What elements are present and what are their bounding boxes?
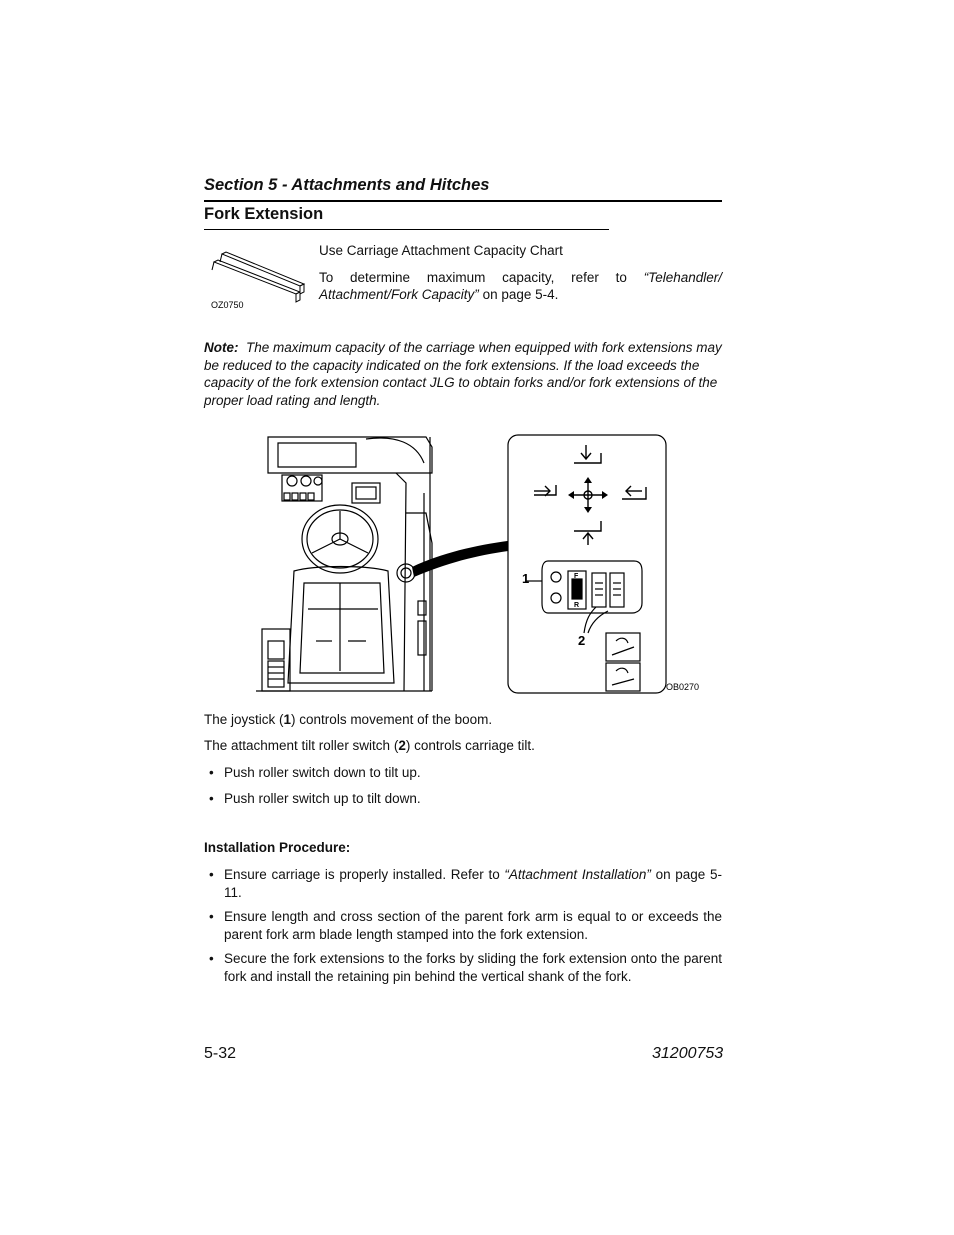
switch-letter-f: F bbox=[574, 573, 579, 580]
capacity-paragraph bbox=[319, 269, 722, 303]
capacity-reference-link[interactable]: “Telehandler/ Attachment/Fork Capacity” bbox=[319, 270, 722, 302]
switch-letter-r: R bbox=[574, 602, 580, 609]
note-text: The maximum capacity of the carriage when equipped with fork extensions may be reduced to the capacity indicated on the fork extensions. If the load exceeds the capacity of the fork extension contact JLG to obtain forks and/or fork extensions of the proper load rating and length. bbox=[204, 340, 722, 408]
fork-figure-code: OZ0750 bbox=[211, 300, 244, 310]
capacity-text-prefix: To determine maximum capacity, refer to bbox=[319, 270, 644, 285]
joystick-text-prefix: The joystick ( bbox=[204, 712, 284, 727]
callout-1: 1 bbox=[522, 571, 530, 586]
tilt-instructions-list bbox=[204, 764, 722, 807]
section-title: Section 5 - Attachments and Hitches bbox=[204, 176, 490, 194]
subsection-title: Fork Extension bbox=[204, 205, 324, 223]
capacity-chart-heading: Use Carriage Attachment Capacity Chart bbox=[319, 243, 563, 258]
tilt-text-prefix: The attachment tilt roller switch ( bbox=[204, 738, 399, 753]
joystick-callout-number: 1 bbox=[283, 712, 292, 727]
installation-heading: Installation Procedure: bbox=[204, 840, 351, 855]
note-block bbox=[204, 339, 722, 409]
tilt-switch-description bbox=[204, 737, 535, 754]
page-number: 5-32 bbox=[204, 1045, 237, 1062]
list-item: • Push roller switch up to tilt down. bbox=[204, 790, 722, 808]
tilt-text-suffix: ) controls carriage tilt. bbox=[405, 738, 535, 753]
document-number: 31200753 bbox=[652, 1045, 724, 1062]
note-label: Note: bbox=[204, 340, 239, 355]
step1-text-prefix: Ensure carriage is properly installed. Refer to bbox=[224, 867, 505, 882]
header-rule bbox=[204, 200, 722, 202]
step1-text-suffix: on page 5-11. bbox=[224, 867, 722, 900]
subsection-rule bbox=[204, 229, 609, 230]
list-item: • Secure the fork extensions to the forks by sliding the fork extension onto the parent fork and install the retaining pin behind the vertical shank of the fork. bbox=[204, 950, 722, 985]
attachment-installation-link[interactable]: “Attachment Installation” bbox=[504, 867, 651, 882]
list-item: • Push roller switch down to tilt up. bbox=[204, 764, 722, 782]
list-item bbox=[204, 866, 722, 901]
cab-controls-figure bbox=[256, 433, 706, 695]
installation-steps-list bbox=[204, 866, 722, 985]
joystick-description bbox=[204, 711, 492, 728]
tilt-callout-number: 2 bbox=[398, 738, 406, 753]
list-item: • Ensure length and cross section of the parent fork arm is equal to or exceeds the parent fork arm blade length stamped into the fork extension. bbox=[204, 908, 722, 943]
cab-figure-code: OB0270 bbox=[666, 682, 700, 692]
joystick-text-suffix: ) controls movement of the boom. bbox=[291, 712, 493, 727]
callout-2: 2 bbox=[578, 633, 586, 648]
capacity-text-suffix: on page 5-4. bbox=[478, 287, 559, 302]
fork-extension-illustration bbox=[204, 248, 314, 314]
